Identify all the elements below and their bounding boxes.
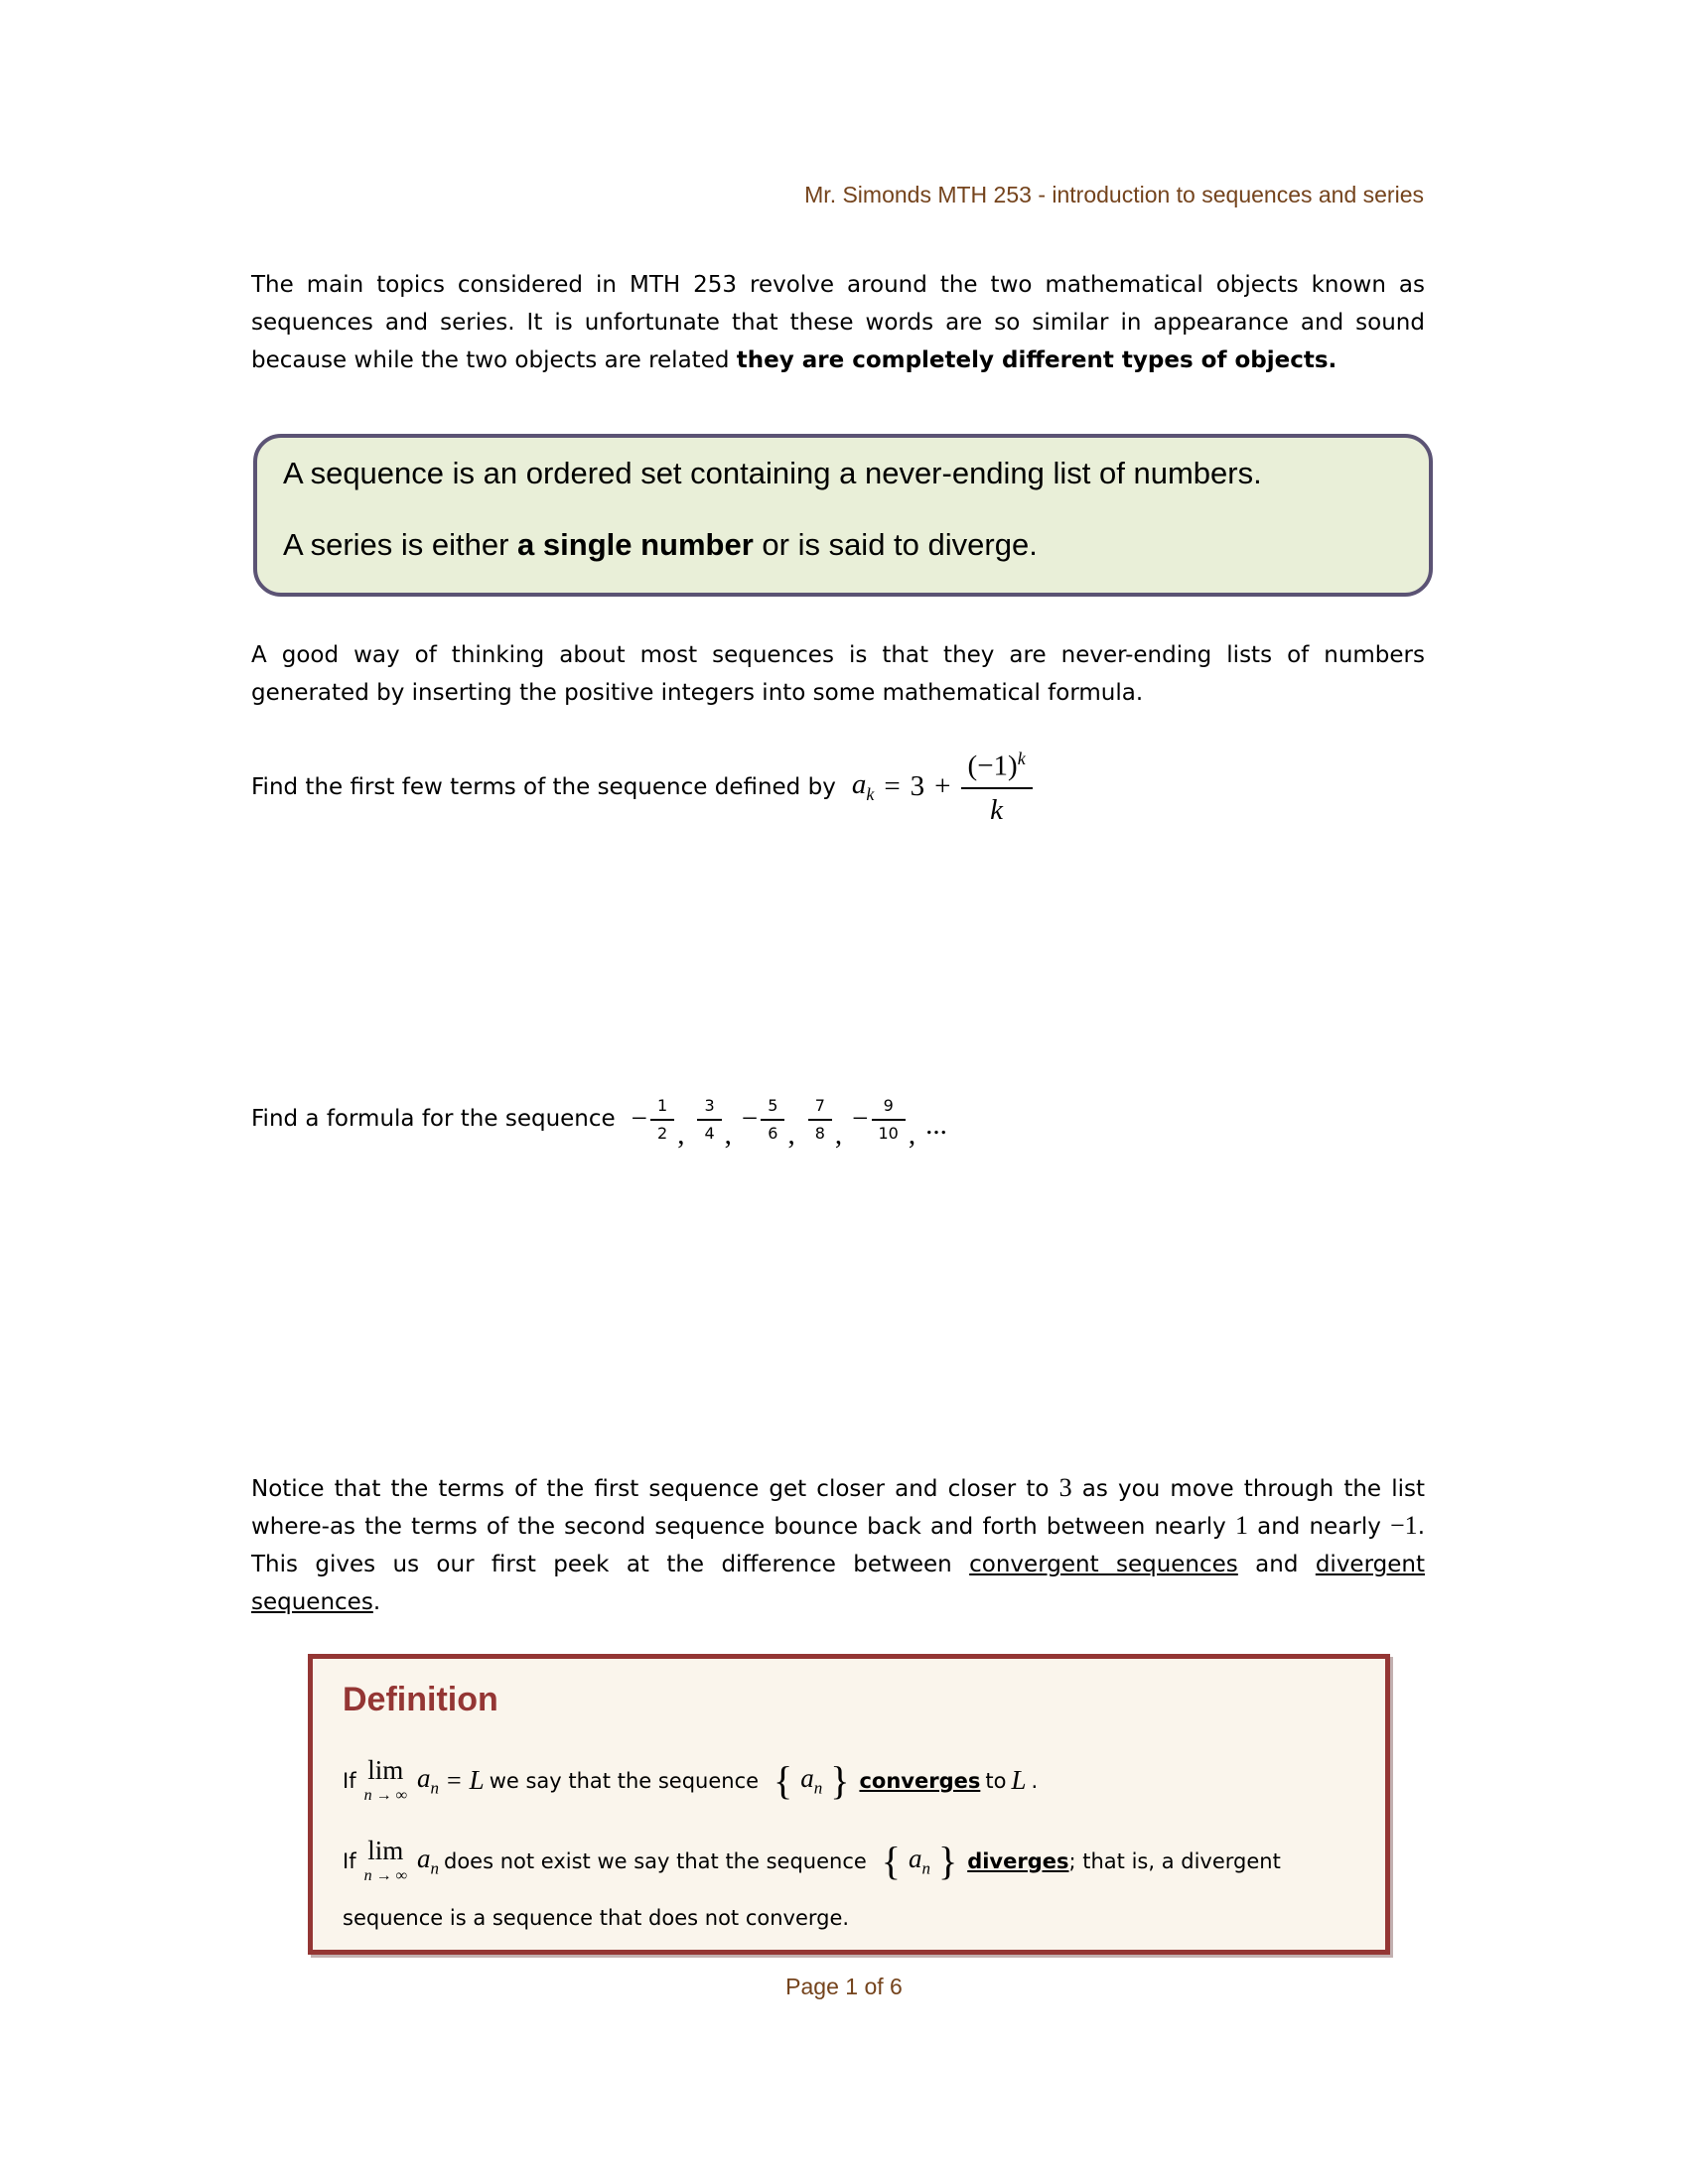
fraction-numerator (961, 746, 1033, 787)
callout-line2-post: or is said to diverge. (753, 527, 1038, 562)
notice-num-3: 3 (1058, 1473, 1072, 1502)
math-var-sub-k: k (866, 783, 875, 804)
formula-fraction (961, 746, 1033, 828)
term4-numerator: 7 (814, 1096, 825, 1115)
def1-L: L (469, 1765, 485, 1795)
term5-comma: , (908, 1118, 916, 1151)
def2-an2 (909, 1843, 930, 1878)
sequence-term-2 (694, 1094, 735, 1151)
math-var-a: a (851, 768, 867, 801)
def2-a2: a (909, 1843, 922, 1873)
def1-an2 (800, 1763, 822, 1798)
notice-seg2: as you move through the list where-as the terms of the second sequence bounce back and forth between nearly (251, 1476, 1425, 1540)
def1-to: to (985, 1768, 1007, 1793)
def1-equals: = (447, 1765, 462, 1795)
denominator-k: k (990, 793, 1004, 826)
sequence-term-5 (852, 1094, 919, 1151)
term4-comma: , (834, 1118, 843, 1151)
callout-line-2 (283, 525, 1403, 565)
callout-line2-bold: a single number (517, 527, 754, 562)
plus-sign: + (934, 770, 951, 802)
term5-fraction (872, 1094, 906, 1144)
sequence-ellipsis: ... (925, 1108, 947, 1141)
term3-numerator: 5 (768, 1096, 778, 1115)
numerator-base: (−1) (967, 750, 1018, 782)
callout-line2-pre: A series is either (283, 527, 518, 562)
sequence-term-1 (631, 1094, 689, 1151)
term5-numerator: 9 (883, 1096, 894, 1115)
callout-line-1: A sequence is an ordered set containing a never-ending list of numbers. (283, 456, 1262, 490)
notice-seg6: . (372, 1589, 381, 1615)
lim-word: lim (367, 1755, 404, 1785)
sequence-term-4 (805, 1094, 846, 1151)
notice-num-neg1: −1 (1390, 1511, 1418, 1540)
sequence-term-3 (741, 1094, 799, 1151)
term3-sign: − (741, 1102, 759, 1135)
page-header: Mr. Simonds MTH 253 - introduction to sequences and series (804, 182, 1424, 207)
term3-comma: , (787, 1118, 795, 1151)
converges-keyword: converges (859, 1768, 981, 1793)
def1-if: If (343, 1768, 356, 1793)
term3-fraction (761, 1094, 784, 1144)
equals-sign: = (884, 770, 901, 802)
sequence-definition-formula (852, 746, 1033, 828)
definition-title: Definition (343, 1681, 498, 1718)
term2-numerator: 3 (704, 1096, 715, 1115)
def1-a-sub: n (430, 1778, 439, 1798)
definition-box (308, 1654, 1390, 1955)
notice-paragraph (251, 1470, 1425, 1621)
def2-mid-text: does not exist we say that the sequence (444, 1848, 867, 1873)
math-var-ak (852, 768, 875, 805)
notice-seg5: and (1237, 1552, 1316, 1577)
term4-fraction (808, 1094, 832, 1144)
def1-period: . (1031, 1768, 1039, 1793)
close-brace-2: } (938, 1838, 958, 1883)
numerator-exponent (1018, 749, 1026, 768)
term5-sign: − (852, 1102, 869, 1135)
term5-denominator: 10 (872, 1119, 906, 1144)
intro-text: The main topics considered in MTH 253 revolve around the two mathematical objects known as sequences and series. It is unfortunate that these words are so similar in appearance and sound because while the two objects are related (251, 272, 1425, 373)
term2-fraction (697, 1094, 721, 1144)
callout-box (253, 434, 1433, 597)
limit-notation-2 (364, 1838, 407, 1884)
term2-denominator: 4 (697, 1119, 721, 1144)
def1-a2-sub: n (813, 1778, 823, 1798)
notice-seg3: and nearly (1247, 1514, 1391, 1540)
def1-a: a (417, 1762, 431, 1793)
intro-bold-text: they are completely different types of objects. (736, 347, 1337, 373)
def2-an (417, 1843, 439, 1878)
def1-mid-text: we say that the sequence (489, 1768, 760, 1793)
term1-denominator: 2 (650, 1119, 674, 1144)
good-way-paragraph: A good way of thinking about most sequences is that they are never-ending lists of numbers generated by inserting the positive integers into some mathematical formula. (251, 642, 1425, 706)
def2-a2-sub: n (921, 1858, 930, 1878)
definition-continuation: sequence is a sequence that does not converge. (343, 1906, 850, 1930)
term1-fraction (650, 1094, 674, 1144)
term4-denominator: 8 (808, 1119, 832, 1144)
def2-a: a (417, 1843, 431, 1873)
def1-L2: L (1011, 1765, 1027, 1795)
lim-subscript: n → ∞ (363, 1787, 407, 1804)
constant-three: 3 (910, 770, 925, 802)
exponent-k: k (1017, 748, 1026, 768)
def2-if: If (343, 1848, 356, 1873)
limit-notation (364, 1757, 407, 1804)
term2-comma: , (724, 1118, 732, 1151)
notice-seg4: . This gives us our first peek at the difference between (251, 1514, 1425, 1577)
intro-paragraph (251, 266, 1425, 379)
find-terms-prompt: Find the first few terms of the sequence defined by (251, 773, 836, 800)
notice-num-1: 1 (1234, 1511, 1248, 1540)
close-brace: } (830, 1757, 850, 1803)
term1-comma: , (677, 1118, 685, 1151)
notice-underline-divergent: divergent sequences (251, 1552, 1425, 1615)
find-formula-prompt: Find a formula for the sequence (251, 1106, 616, 1132)
def1-a2: a (800, 1762, 814, 1793)
find-formula-row (251, 1064, 947, 1173)
term1-sign: − (631, 1102, 648, 1135)
open-brace-2: { (881, 1838, 901, 1883)
definition-converges-line (343, 1757, 1359, 1804)
def2-post-text: ; that is, a divergent (1068, 1848, 1281, 1873)
definition-diverges-line (343, 1838, 1359, 1884)
lim-word-2: lim (367, 1836, 404, 1865)
diverges-keyword: diverges (967, 1848, 1069, 1873)
page-number: Page 1 of 6 (785, 1974, 903, 1999)
fraction-denominator (961, 787, 1033, 828)
term1-numerator: 1 (657, 1096, 668, 1115)
open-brace: { (774, 1757, 793, 1803)
lim-subscript-2: n → ∞ (363, 1867, 407, 1884)
notice-seg1: Notice that the terms of the first sequence get closer and closer to (251, 1476, 1059, 1502)
notice-underline-convergent: convergent sequences (969, 1552, 1238, 1577)
def2-a-sub: n (430, 1858, 439, 1878)
find-terms-row (251, 735, 1033, 839)
def1-an (417, 1763, 439, 1798)
term3-denominator: 6 (761, 1119, 784, 1144)
